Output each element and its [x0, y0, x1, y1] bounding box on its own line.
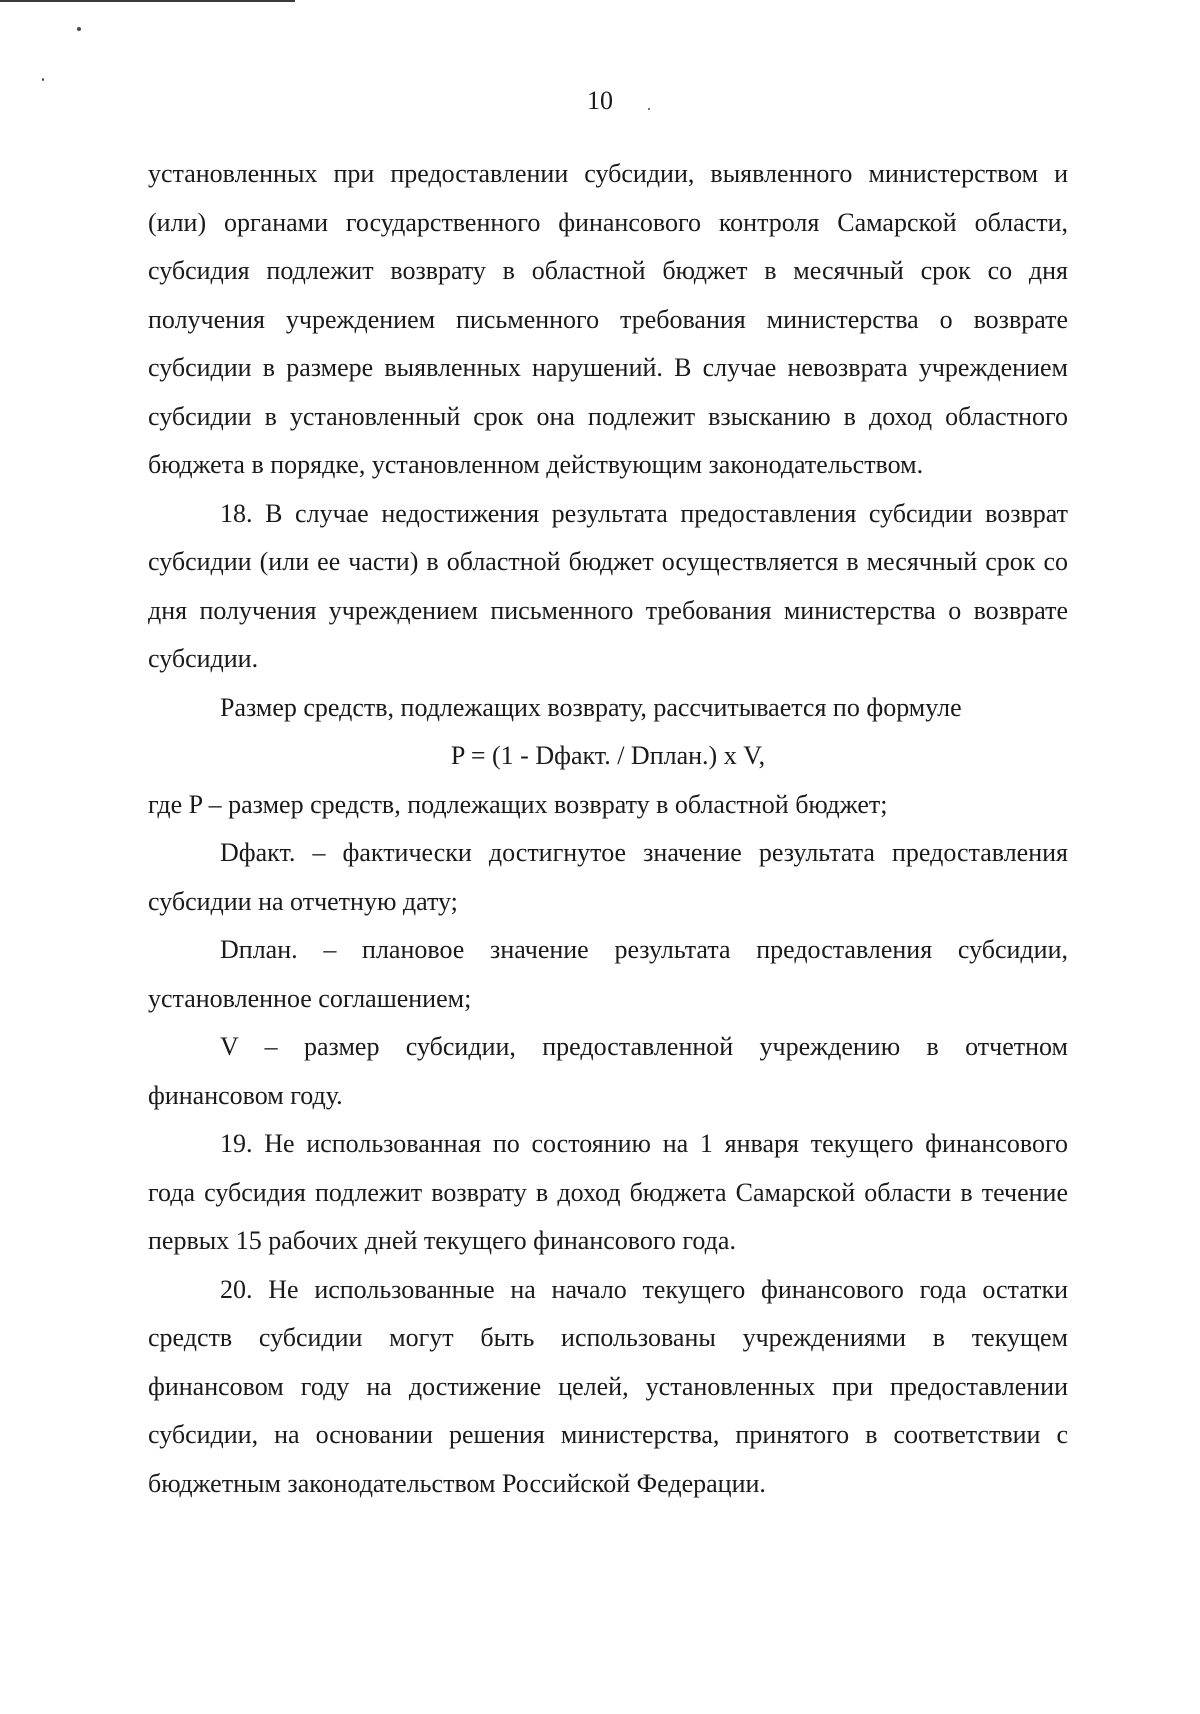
scan-speck	[77, 27, 81, 31]
definition-d-plan: Dплан. – плановое значение результата предоставления субсидии, установленное соглашением;	[148, 935, 1068, 1013]
paragraph-20: 20. Не использованные на начало текущего финансового года остатки средств субсидии могут быть использованы учреждениями в текущем финансовом году на достижение целей, установленных при предоставлении субсидии, на основании решения министерства, принятого в соответствии с бюджетным законодательством Российской Федерации.	[148, 1274, 1068, 1498]
definition-p: где P – размер средств, подлежащих возврату в областной бюджет;	[148, 789, 888, 819]
paragraph-18: 18. В случае недостижения результата предоставления субсидии возврат субсидии (или ее части) в областной бюджет осуществляется в месячный срок со дня получения учреждением письменного требования министерства о возврате субсидии.	[148, 498, 1068, 673]
paragraph-19: 19. Не использованная по состоянию на 1 января текущего финансового года субсидия подлежит возврату в доход бюджета Самарской области в течение первых 15 рабочих дней текущего финансового года.	[148, 1129, 1068, 1255]
definition-d-fact: Dфакт. – фактически достигнутое значение результата предоставления субсидии на отчетную дату;	[148, 838, 1068, 916]
formula-intro: Размер средств, подлежащих возврату, рассчитывается по формуле	[220, 692, 962, 722]
page-number: 10	[587, 86, 613, 115]
definition-v: V – размер субсидии, предоставленной учреждению в отчетном финансовом году.	[148, 1032, 1068, 1110]
formula: P = (1 - Dфакт. / Dплан.) х V,	[450, 741, 766, 770]
scan-speck	[42, 78, 44, 81]
document-body	[148, 150, 1068, 1508]
paragraph-17-continuation: установленных при предоставлении субсидии, выявленного министерством и (или) органами государственного финансового контроля Самарской области, субсидия подлежит возврату в областной бюджет в месячный срок со дня получения учреждением письменного требования министерства о возврате субсидии в размере выявленных нарушений. В случае невозврата учреждением субсидии в установленный срок она подлежит взысканию в доход областного бюджета в порядке, установленном действующим законодательством.	[148, 159, 1068, 479]
scan-edge-line	[0, 0, 295, 2]
